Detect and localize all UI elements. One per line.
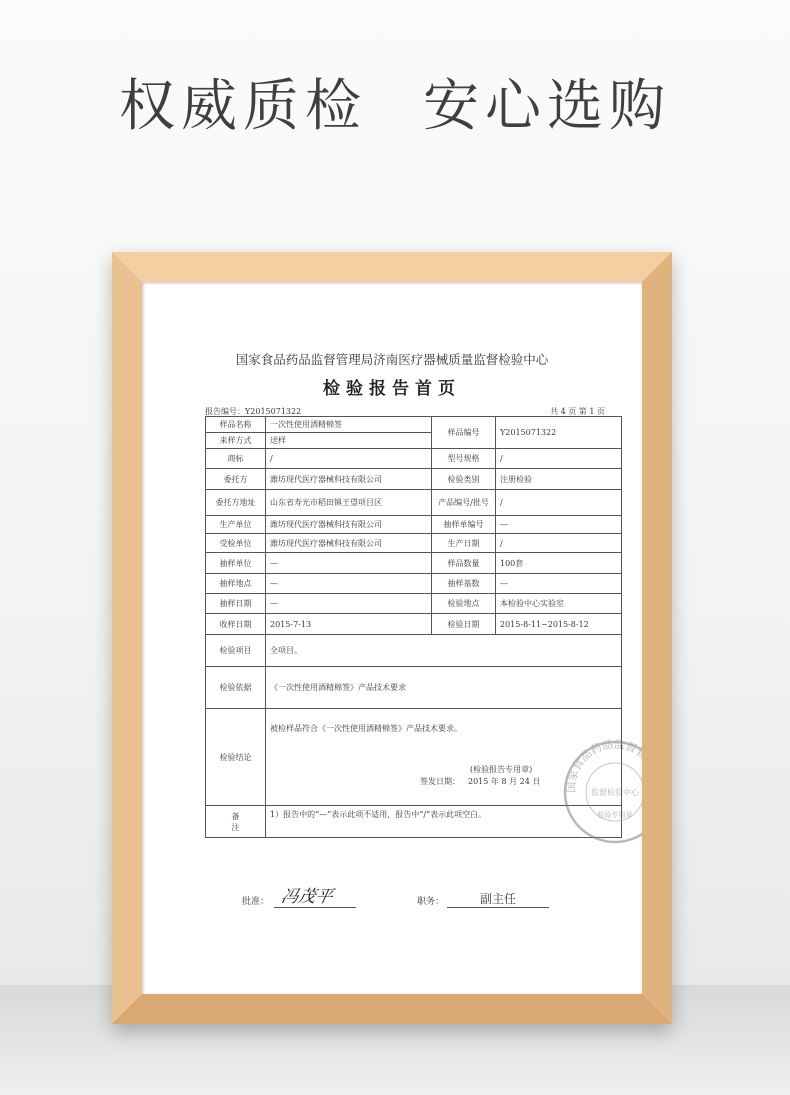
seal-center-text-1: 监督检验中心 (591, 788, 639, 797)
cell-value: 送样 (266, 433, 432, 449)
cell-value: — (266, 553, 432, 574)
cell-value: / (496, 449, 622, 469)
headline-part-2: 安心选购 (423, 74, 671, 139)
report-title: 检验报告首页 (323, 379, 461, 399)
approver-label: 批准： (242, 897, 270, 907)
cell-label: 生产单位 (206, 516, 266, 534)
cell-label: 型号规格 (432, 449, 496, 469)
inspection-seal (560, 737, 664, 847)
cell-value: Y2015071322 (496, 417, 622, 449)
cell-label: 检验结论 (206, 709, 266, 806)
inspection-report (142, 282, 664, 994)
cell-label: 样品编号 (432, 417, 496, 449)
remarks-label (206, 806, 266, 838)
remarks-text: 1）报告中的“—”表示此项不适用，报告中“/”表示此项空白。 (266, 806, 622, 838)
report-number: 报告编号：Y2015071322 (205, 407, 302, 416)
cell-value: 山东省寿光市稻田镇王望项目区 (266, 490, 432, 516)
cell-label: 收样日期 (206, 614, 266, 635)
cell-label: 商标 (206, 449, 266, 469)
cell-label: 受检单位 (206, 534, 266, 553)
cell-label: 抽样日期 (206, 594, 266, 614)
cell-value: — (496, 574, 622, 594)
cell-label: 抽样单位 (206, 553, 266, 574)
cell-value: 潍坊现代医疗器械科技有限公司 (266, 534, 432, 553)
cell-label: 抽样地点 (206, 574, 266, 594)
page-info: 共 4 页 第 1 页 (550, 407, 605, 416)
cell-value: 2015-8-11~2015-8-12 (496, 614, 622, 635)
cell-label: 生产日期 (432, 534, 496, 553)
cell-label: 委托方地址 (206, 490, 266, 516)
cell-label: 抽样基数 (432, 574, 496, 594)
cell-label: 检验地点 (432, 594, 496, 614)
cell-label: 来样方式 (206, 433, 266, 449)
approval-area (142, 886, 642, 926)
cell-value: — (266, 574, 432, 594)
headline-part-1: 权威质检 (119, 74, 367, 139)
cell-label: 样品数量 (432, 553, 496, 574)
approver-line (274, 907, 356, 908)
issue-date: 2015 年 8 月 24 日 (468, 777, 541, 786)
issue-date-label: 签发日期： (420, 777, 460, 786)
cell-value: 2015-7-13 (266, 614, 432, 635)
conclusion-text: 被检样品符合《一次性使用酒精棉签》产品技术要求。 (270, 724, 462, 733)
remarks-label-1: 备 (231, 811, 240, 821)
position-line (447, 907, 549, 908)
cell-value: 一次性使用酒精棉签 (266, 417, 432, 433)
issuing-organization: 国家食品药品监督管理局济南医疗器械质量监督检验中心 (235, 352, 549, 367)
cell-value: 100套 (496, 553, 622, 574)
cell-label: 检验类别 (432, 469, 496, 490)
seal-ring-text: 国家食品药品监督管理局 (564, 737, 664, 793)
cell-label: 产品编号/批号 (432, 490, 496, 516)
cell-label: 抽样单编号 (432, 516, 496, 534)
picture-frame (112, 252, 672, 1024)
cell-value: 潍坊现代医疗器械科技有限公司 (266, 516, 432, 534)
cell-value: 《一次性使用酒精棉签》产品技术要求 (266, 667, 622, 709)
cell-label: 委托方 (206, 469, 266, 490)
position-label: 职务： (417, 897, 445, 907)
cell-value: — (266, 594, 432, 614)
cell-label: 检验依据 (206, 667, 266, 709)
cell-value: 全项目。 (266, 635, 622, 667)
cell-label: 检验日期 (432, 614, 496, 635)
cell-value: / (266, 449, 432, 469)
cell-value: — (496, 516, 622, 534)
cell-value: 潍坊现代医疗器械科技有限公司 (266, 469, 432, 490)
stamp-note: (检验报告专用章) (470, 765, 533, 774)
page-headline (0, 62, 790, 142)
cell-value: 注册检验 (496, 469, 622, 490)
seal-center-text-2: 检验专用章 (597, 811, 633, 819)
cell-value: / (496, 490, 622, 516)
cell-label: 样品名称 (206, 417, 266, 433)
position-value: 副主任 (480, 892, 517, 906)
cell-value: 本检验中心实验室 (496, 594, 622, 614)
approver-signature: 冯茂平 (279, 887, 335, 907)
cell-value: / (496, 534, 622, 553)
remarks-label-2: 注 (231, 822, 240, 832)
cell-label: 检验项目 (206, 635, 266, 667)
